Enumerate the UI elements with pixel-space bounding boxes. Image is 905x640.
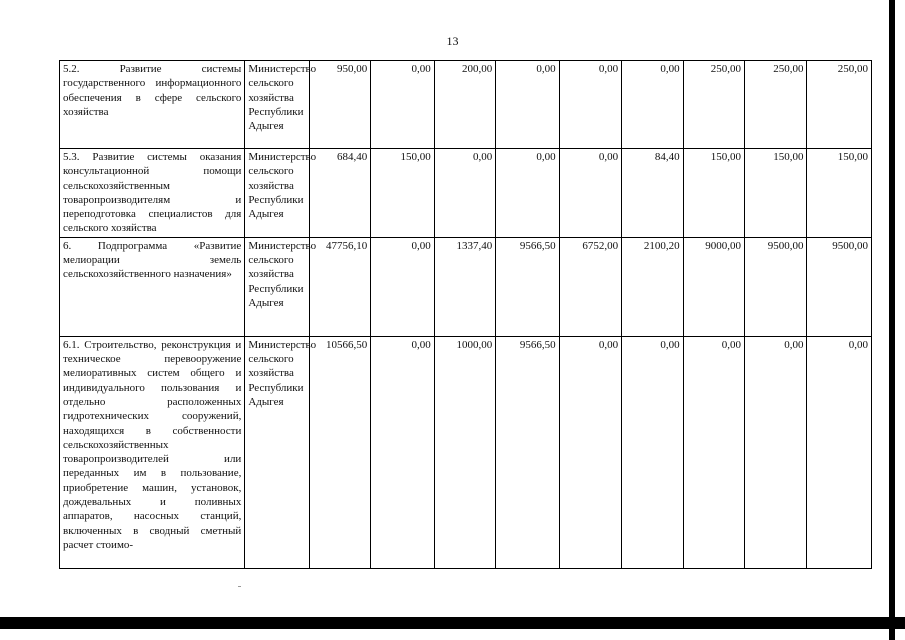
row-value: 10566,50 [309,336,370,568]
row-value: 0,00 [559,149,621,238]
row-value: 9500,00 [745,237,807,336]
row-value: 684,40 [309,149,370,238]
scan-artifact [238,586,241,587]
row-value: 0,00 [683,336,744,568]
table-row [60,336,872,568]
row-ministry: Министерство сельского хозяйства Республики Адыгея [245,61,310,149]
row-value: 9500,00 [807,237,872,336]
row-value: 0,00 [496,149,559,238]
scan-edge-bottom [0,617,905,629]
row-value: 0,00 [622,336,683,568]
row-description: 6.1. Строительство, реконструкция и техническое перевооружение мелиоративных систем общего и индивидуального пользования и отдельно расположенных гидротехнических сооружений, находящихся в собственности сельскохозяйственных товаропроизводителей или переданных им в пользование, приобретение машин, установок, дождевальных и поливных аппаратов, насосных станций, включенных в сводный сметный расчет стоимо- [60,336,245,568]
row-value: 0,00 [622,61,683,149]
table-row [60,237,872,336]
row-value: 0,00 [371,237,434,336]
row-value: 250,00 [745,61,807,149]
row-value: 9566,50 [496,237,559,336]
row-ministry: Министерство сельского хозяйства Республики Адыгея [245,237,310,336]
row-value: 0,00 [559,336,621,568]
row-value: 0,00 [807,336,872,568]
row-value: 9000,00 [683,237,744,336]
row-value: 250,00 [807,61,872,149]
row-value: 150,00 [807,149,872,238]
row-value: 150,00 [371,149,434,238]
row-value: 47756,10 [309,237,370,336]
row-ministry: Министерство сельского хозяйства Республики Адыгея [245,149,310,238]
page-number: 13 [446,34,459,48]
row-description: 6. Подпрограмма «Развитие мелиорации земель сельскохозяйственного назначения» [60,237,245,336]
budget-table [59,60,872,569]
row-value: 200,00 [434,61,495,149]
row-description: 5.3. Развитие системы оказания консультационной помощи сельскохозяйственным товаропроизводителям и переподготовка специалистов для сельского хозяйства [60,149,245,238]
scan-edge-right [889,0,895,640]
row-value: 150,00 [745,149,807,238]
row-value: 6752,00 [559,237,621,336]
row-value: 0,00 [559,61,621,149]
row-value: 1337,40 [434,237,495,336]
row-value: 250,00 [683,61,744,149]
row-value: 0,00 [496,61,559,149]
row-value: 150,00 [683,149,744,238]
row-value: 9566,50 [496,336,559,568]
row-value: 2100,20 [622,237,683,336]
row-value: 0,00 [434,149,495,238]
row-value: 84,40 [622,149,683,238]
row-ministry: Министерство сельского хозяйства Республики Адыгея [245,336,310,568]
row-description: 5.2. Развитие системы государственного информационного обеспечения в сфере сельского хозяйства [60,61,245,149]
row-value: 0,00 [745,336,807,568]
row-value: 950,00 [309,61,370,149]
row-value: 0,00 [371,61,434,149]
table-row [60,61,872,149]
row-value: 0,00 [371,336,434,568]
row-value: 1000,00 [434,336,495,568]
table-row [60,149,872,238]
